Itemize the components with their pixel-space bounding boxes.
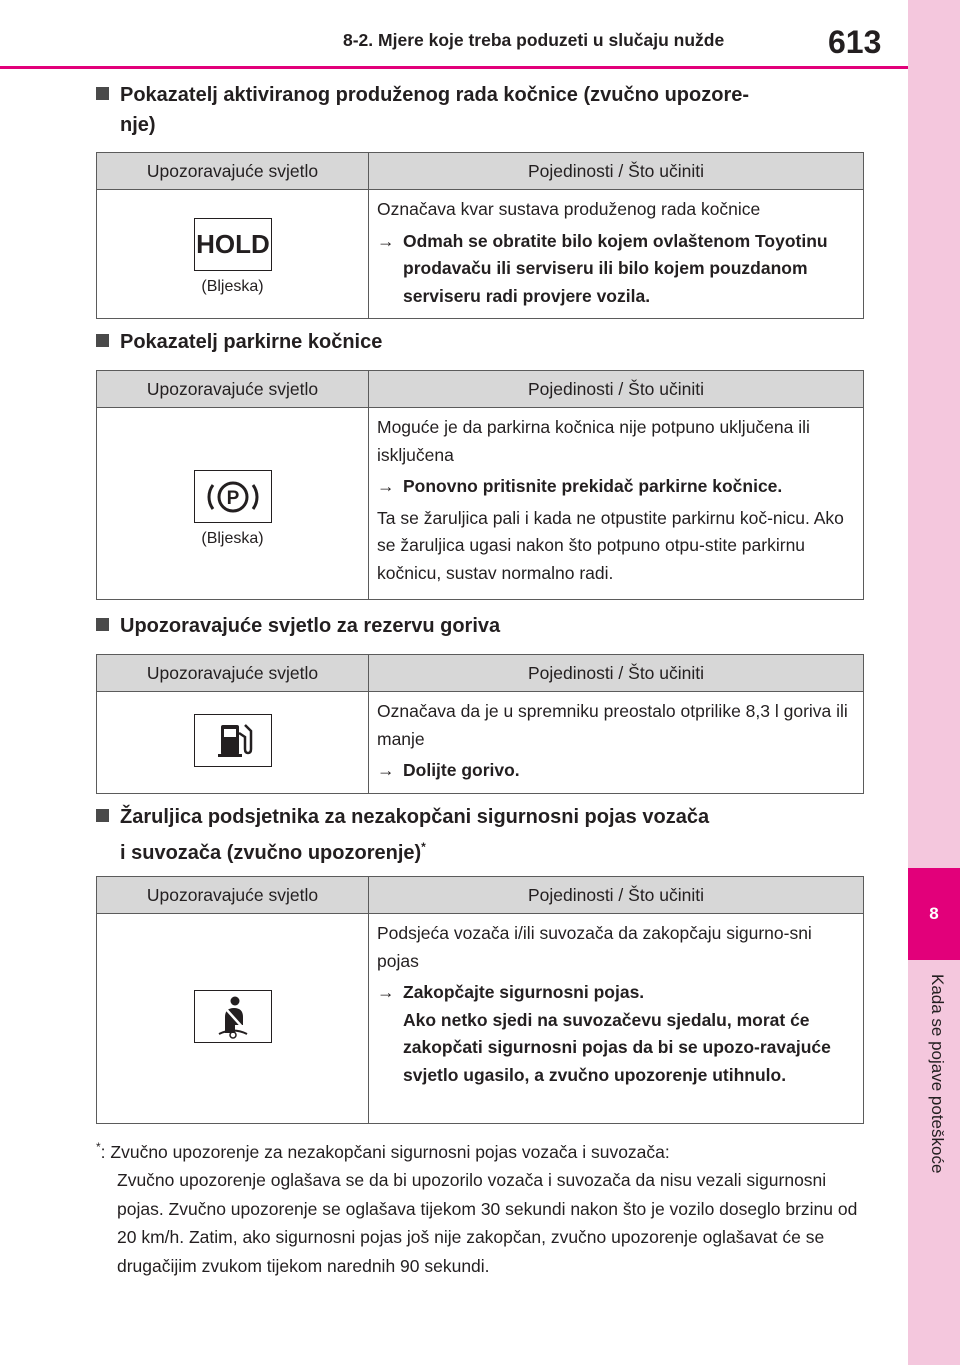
section-heading-seatbelt: Žaruljica podsjetnika za nezakopčani sigurnosni pojas vozača i suvozača (zvučno upozorenje)* <box>96 802 856 868</box>
square-bullet-icon <box>96 618 109 631</box>
seatbelt-warning-table <box>96 876 864 1124</box>
section-heading-fuel: Upozoravajuće svjetlo za rezervu goriva <box>96 611 856 641</box>
hold-icon <box>194 218 272 271</box>
table-header-light: Upozoravajuće svjetlo <box>97 153 369 190</box>
details-cell <box>369 914 864 1124</box>
icon-caption: (Bljeska) <box>201 278 264 295</box>
description-text: Moguće je da parkirna kočnica nije potpuno uključena ili isključena <box>377 417 810 465</box>
table-header-details: Pojedinosti / Što učiniti <box>369 153 864 190</box>
icon-cell <box>97 914 369 1124</box>
icon-cell <box>97 408 369 600</box>
fuel-warning-table <box>96 654 864 794</box>
icon-cell <box>97 692 369 794</box>
section-heading-parking-brake: Pokazatelj parkirne kočnice <box>96 327 856 357</box>
footnote-marker: * <box>421 840 426 854</box>
description-text: Podsjeća vozača i/ili suvozača da zakopčaju sigurno-sni pojas <box>377 923 812 971</box>
table-header-details: Pojedinosti / Što učiniti <box>369 371 864 408</box>
table-header-light: Upozoravajuće svjetlo <box>97 371 369 408</box>
svg-text:P: P <box>226 487 239 509</box>
footnote-body: Zvučno upozorenje oglašava se da bi upozorilo vozača i suvozača da nisu vezali sigurnosni pojas. Zvučno upozorenje se oglašava tijekom 30 sekundi nakon što je vozilo doseglo brzinu od 20 km/h. Zatim, ako sigurnosni pojas još nije zakopčan, zvučno upozorenje oglašavat će se drugačijim zvukom tijekom narednih 90 sekundi. <box>117 1170 858 1276</box>
icon-caption: (Bljeska) <box>201 529 264 547</box>
details-cell <box>369 692 864 794</box>
seatbelt-icon <box>194 990 272 1043</box>
table-header-details: Pojedinosti / Što učiniti <box>369 877 864 914</box>
arrow-icon: → <box>377 982 395 1002</box>
page-number: 613 <box>828 24 882 60</box>
svg-text:HOLD: HOLD <box>195 229 270 259</box>
action-text: Odmah se obratite bilo kojem ovlaštenom Toyotinu prodavaču ili serviseru ili bilo kojem pouzdanom serviseru radi provjere vozila. <box>403 230 828 306</box>
running-header: 8-2. Mjere koje treba poduzeti u slučaju nužde <box>343 30 725 50</box>
square-bullet-icon <box>96 809 109 822</box>
action-text: Zakopčajte sigurnosni pojas. <box>403 982 645 1002</box>
action-text: Ponovno pritisnite prekidač parkirne kočnice. <box>403 476 783 496</box>
parking-brake-warning-table <box>96 370 864 600</box>
square-bullet-icon <box>96 334 109 347</box>
square-bullet-icon <box>96 87 109 100</box>
details-cell <box>369 190 864 319</box>
arrow-icon: → <box>377 230 395 251</box>
footnote-mark: * <box>96 1140 101 1154</box>
fuel-pump-icon <box>194 714 272 767</box>
note-text: Ta se žaruljica pali i kada ne otpustite parkirnu koč-nicu. Ako se žaruljica ugasi nakon što potpuno otpu-stite parkirnu kočnicu, sustav normalno radi. <box>377 507 844 583</box>
footnote-title: : Zvučno upozorenje za nezakopčani sigurnosni pojas vozača i suvozača: <box>100 1141 670 1162</box>
description-text: Označava kvar sustava produženog rada kočnice <box>377 199 761 219</box>
table-header-light: Upozoravajuće svjetlo <box>97 877 369 914</box>
arrow-icon: → <box>377 760 395 780</box>
icon-cell <box>97 190 369 319</box>
section-heading-hold: Pokazatelj aktiviranog produženog rada kočnice (zvučno upozore- nje) <box>96 80 856 140</box>
hold-warning-table <box>96 152 864 319</box>
arrow-icon: → <box>377 476 395 496</box>
details-cell <box>369 408 864 600</box>
footnote <box>96 1133 866 1280</box>
chapter-number-tab: 8 <box>908 868 960 960</box>
table-header-details: Pojedinosti / Što učiniti <box>369 655 864 692</box>
table-header-light: Upozoravajuće svjetlo <box>97 655 369 692</box>
parking-brake-icon <box>194 470 272 523</box>
header-rule <box>0 66 908 69</box>
chapter-label-text: Kada se pojave poteškoće <box>928 974 947 1174</box>
action-note-text: Ako netko sjedi na suvozačevu sjedalu, morat će zakopčati sigurnosni pojas da bi se upozo-ravajuće svjetlo ugasilo, a zvučno upozorenje utihnulo. <box>403 1009 831 1085</box>
action-text: Dolijte gorivo. <box>403 760 520 780</box>
description-text: Označava da je u spremniku preostalo otprilike 8,3 l goriva ili manje <box>377 701 848 749</box>
